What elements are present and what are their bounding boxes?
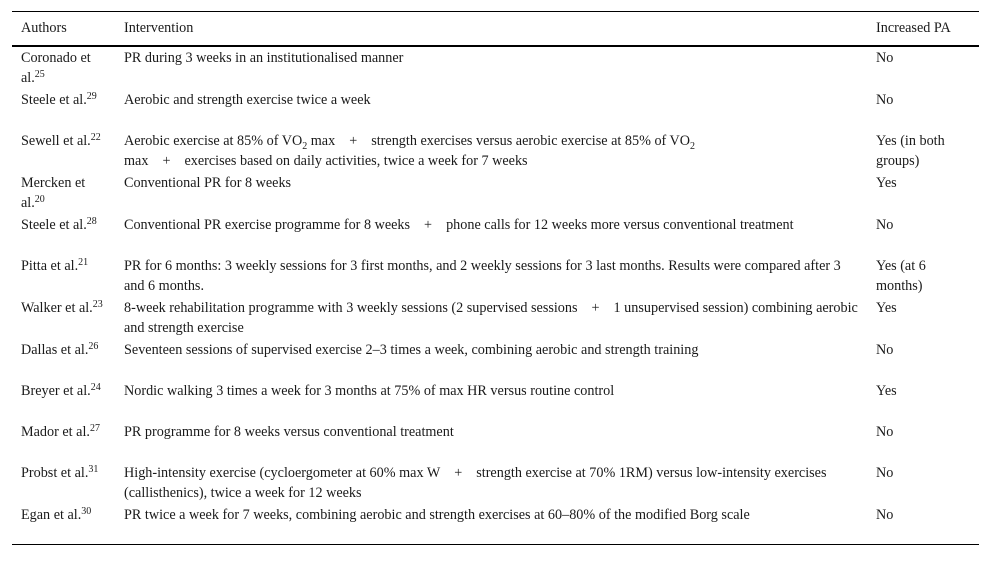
author-cell xyxy=(12,504,115,545)
author-name: Mercken et al. xyxy=(21,174,86,211)
increased-pa-cell: Yes xyxy=(876,174,897,191)
plus-sign: + xyxy=(349,132,358,149)
plus-sign: + xyxy=(424,216,433,233)
increased-pa-cell: Yes xyxy=(876,299,897,316)
reference-number: 21 xyxy=(78,256,89,268)
increased-pa-cell: Yes xyxy=(876,382,897,399)
intervention-text: 8-week rehabilitation programme with 3 weekly sessions (2 supervised sessions xyxy=(124,299,578,316)
table-row xyxy=(12,214,979,255)
increased-pa-cell: No xyxy=(876,91,894,108)
subscript-2: 2 xyxy=(302,140,308,152)
reference-number: 28 xyxy=(86,215,97,227)
header-intervention: Intervention xyxy=(124,20,194,36)
intervention-text: Aerobic exercise at 85% of VO xyxy=(124,132,303,149)
intervention-cell: PR twice a week for 7 weeks, combining aerobic and strength exercises at 60–80% of the modified Borg scale xyxy=(124,506,750,523)
increased-pa-cell: Yes (in both groups) xyxy=(876,132,945,169)
increased-pa-cell: No xyxy=(876,49,894,66)
header-authors: Authors xyxy=(21,20,67,36)
increased-pa-cell: No xyxy=(876,423,894,440)
author-name: Pitta et al. xyxy=(21,257,79,274)
intervention-text: strength exercise at 70% 1RM) versus low-intensity exercises (callisthenics), twice a week for 12 weeks xyxy=(124,464,827,501)
table-row xyxy=(12,421,979,462)
intervention-text: max xyxy=(124,153,149,169)
plus-sign: + xyxy=(162,153,171,169)
intervention-text: exercises based on daily activities, twice a week for 7 weeks xyxy=(184,153,528,169)
intervention-cell xyxy=(115,297,867,339)
author-cell xyxy=(12,297,115,339)
intervention-text: phone calls for 12 weeks more versus conventional treatment xyxy=(446,216,794,233)
author-cell xyxy=(12,421,115,462)
increased-pa-cell: No xyxy=(876,216,894,233)
reference-number: 31 xyxy=(88,463,99,475)
subscript-2: 2 xyxy=(690,140,696,152)
author-name: Egan et al. xyxy=(21,506,82,523)
table-row xyxy=(12,504,979,545)
author-name: Coronado et al. xyxy=(21,49,91,86)
intervention-cell xyxy=(115,130,867,172)
studies-table xyxy=(12,11,979,545)
reference-number: 25 xyxy=(34,69,45,80)
author-name: Steele et al. xyxy=(21,91,87,108)
intervention-cell: PR for 6 months: 3 weekly sessions for 3 first months, and 2 weekly sessions for 3 last months. Results were compared after 3 and 6 months. xyxy=(124,257,841,294)
author-cell xyxy=(12,462,115,504)
intervention-text: 1 unsupervised session) combining aerobic and strength exercise xyxy=(124,299,858,336)
author-name: Steele et al. xyxy=(21,216,87,233)
studies-table-container xyxy=(12,11,979,545)
intervention-text: High-intensity exercise (cycloergometer at 60% max W xyxy=(124,464,441,481)
author-cell xyxy=(12,46,115,89)
author-name: Breyer et al. xyxy=(21,382,91,399)
intervention-cell: PR programme for 8 weeks versus conventional treatment xyxy=(124,423,454,440)
author-name: Dallas et al. xyxy=(21,341,89,358)
intervention-text: strength exercises versus aerobic exercise at 85% of VO xyxy=(371,132,691,149)
author-name: Sewell et al. xyxy=(21,132,91,149)
plus-sign: + xyxy=(454,464,463,481)
author-name: Mador et al. xyxy=(21,423,90,440)
table-header-row xyxy=(12,12,979,46)
author-cell xyxy=(12,89,115,130)
plus-sign: + xyxy=(591,299,600,316)
intervention-cell: Conventional PR for 8 weeks xyxy=(124,174,292,191)
table-row xyxy=(12,380,979,421)
reference-number: 27 xyxy=(89,422,100,434)
increased-pa-cell: No xyxy=(876,506,894,523)
intervention-cell: PR during 3 weeks in an institutionalised manner xyxy=(124,49,404,66)
reference-number: 24 xyxy=(90,381,101,393)
author-name: Probst et al. xyxy=(21,464,89,481)
intervention-cell: Nordic walking 3 times a week for 3 months at 75% of max HR versus routine control xyxy=(124,382,615,399)
author-cell xyxy=(12,255,115,297)
intervention-cell xyxy=(115,462,867,504)
reference-number: 26 xyxy=(88,340,99,352)
intervention-cell: Aerobic and strength exercise twice a week xyxy=(124,91,371,108)
intervention-cell: Seventeen sessions of supervised exercise 2–3 times a week, combining aerobic and strength training xyxy=(124,341,699,358)
reference-number: 23 xyxy=(92,298,103,310)
reference-number: 22 xyxy=(90,131,101,143)
table-row xyxy=(12,46,979,89)
author-cell xyxy=(12,214,115,255)
author-cell xyxy=(12,380,115,421)
table-row xyxy=(12,339,979,380)
reference-number: 30 xyxy=(81,505,92,517)
increased-pa-cell: No xyxy=(876,464,894,481)
increased-pa-cell: No xyxy=(876,341,894,358)
intervention-text: max xyxy=(307,132,336,149)
reference-number: 29 xyxy=(86,90,97,102)
table-row xyxy=(12,172,979,214)
intervention-text: Conventional PR exercise programme for 8 weeks xyxy=(124,216,411,233)
reference-number: 20 xyxy=(34,194,45,205)
increased-pa-cell: Yes (at 6 months) xyxy=(876,257,926,294)
author-cell xyxy=(12,339,115,380)
author-cell xyxy=(12,172,115,214)
author-cell xyxy=(12,130,115,172)
table-row xyxy=(12,255,979,297)
header-increased-pa: Increased PA xyxy=(876,20,951,36)
author-name: Walker et al. xyxy=(21,299,93,316)
table-row xyxy=(12,89,979,130)
table-row xyxy=(12,297,979,339)
intervention-cell xyxy=(115,214,867,255)
table-row xyxy=(12,462,979,504)
table-row xyxy=(12,130,979,172)
